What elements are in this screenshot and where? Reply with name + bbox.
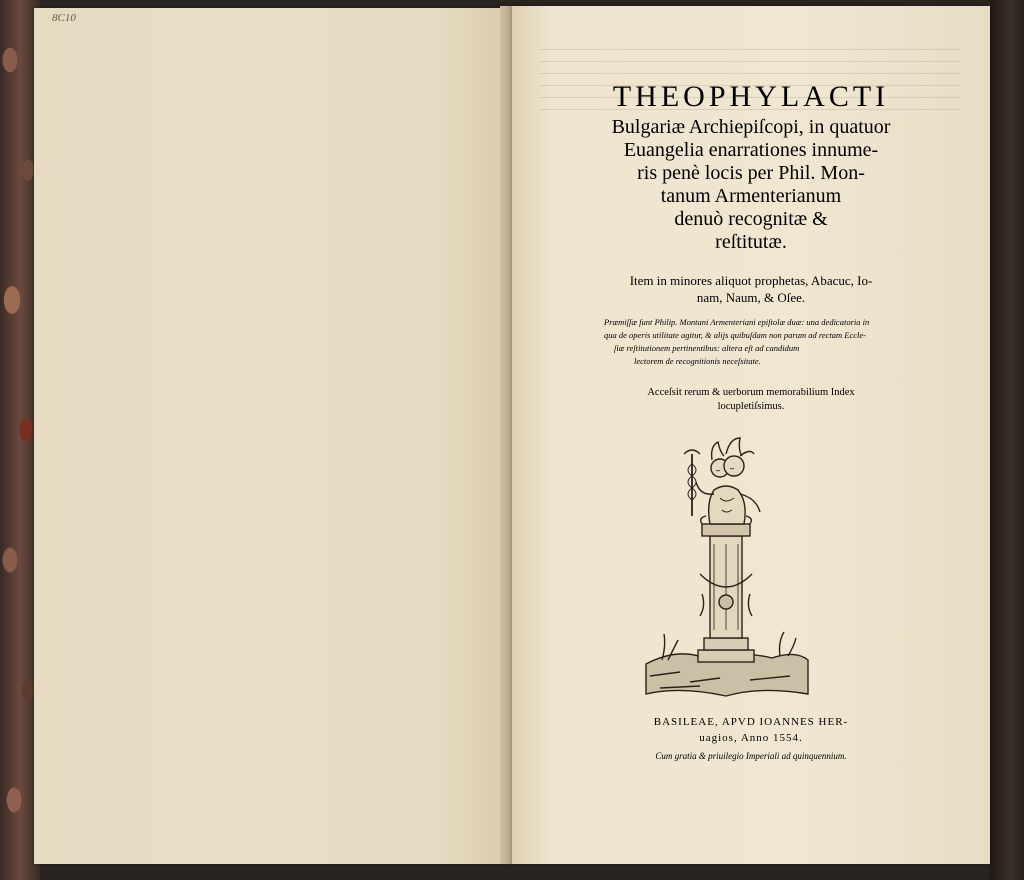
premissae-line: qua de operis utilitate agitur, & alijs quibuſdam non parum ad rectam Eccle- [604,330,866,340]
premissae-line: ſiæ reſtitutionem pertinentibus: altera eſt ad candidum [614,343,800,353]
imprint-line: BASILEAE, APVD IOANNES HER- [653,716,849,728]
item-note [512,272,990,306]
left-blank-page [34,8,506,864]
imprint [512,714,990,746]
imprint-line: uagios, Anno 1554. [699,732,803,744]
book-cover-edge [990,0,1024,880]
premissae-note [512,316,990,368]
subtitle-line: tanum Armenterianum [660,185,842,207]
index-line: Acceſsit rerum & uerborum memorabilium Index [647,387,855,398]
privilege-note: Cum gratia & priuilegio Imperiali ad quinquennium. [655,751,847,761]
item-line: nam, Naum, & Oſee. [696,290,806,305]
index-note [512,386,990,414]
item-line: Item in minores aliquot prophetas, Abacuc, Io- [629,273,873,288]
book-subtitle [512,116,990,254]
premissae-line: lectorem de recognitionis neceſsitate. [634,356,761,366]
index-line: locupletiſsimus. [717,401,785,412]
shelfmark-note: 8C10 [52,12,76,24]
premissae-line: Præmiſſæ ſunt Philip. Montani Armenteriani epiſtolæ duæ: una dedicatoria in [604,317,870,327]
printer-device-woodcut [640,424,812,708]
book-title: THEOPHYLACTI [612,80,890,113]
subtitle-line: reſtitutæ. [715,231,787,253]
subtitle-line: denuò recognitæ & [674,208,828,230]
subtitle-line: Bulgariæ Archiepiſcopi, in quatuor [611,116,891,138]
subtitle-line: Euangelia enarrationes innume- [623,139,879,161]
subtitle-line: ris penè locis per Phil. Mon- [637,162,865,184]
